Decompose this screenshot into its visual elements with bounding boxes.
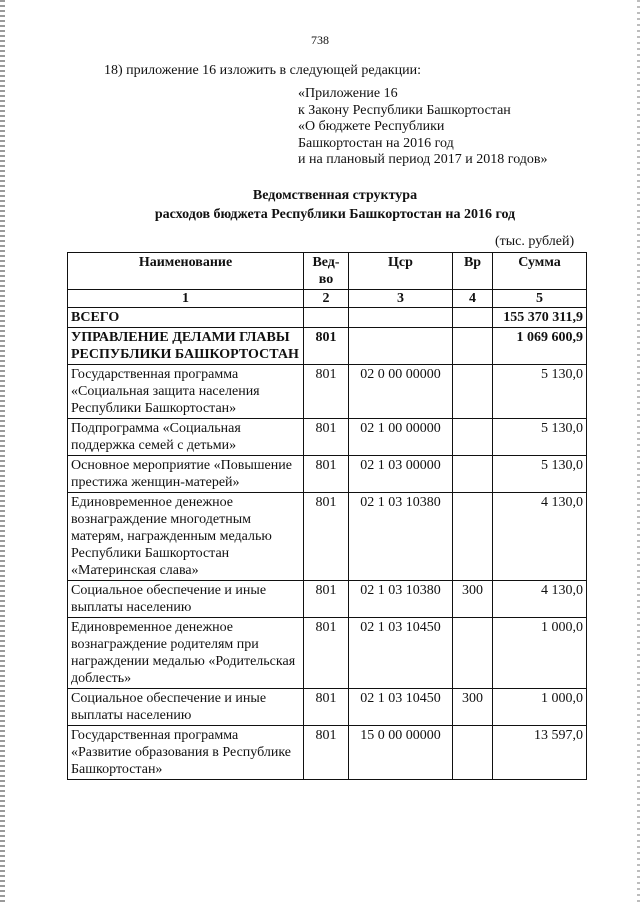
- cell-csr: [349, 328, 453, 365]
- cell-vr: 300: [453, 689, 493, 726]
- title-line-2: расходов бюджета Республики Башкортостан на 2016 год: [154, 207, 516, 222]
- cell-csr: 02 1 03 00000: [349, 456, 453, 493]
- column-number: 5: [493, 290, 587, 308]
- cell-ved: [304, 308, 349, 328]
- cell-name: Единовременное денежное вознаграждение многодетным матерям, награжденным медалью Республики Башкортостан «Материнская слава»: [68, 493, 304, 581]
- cell-ved: 801: [304, 726, 349, 780]
- cell-name: Социальное обеспечение и иные выплаты населению: [68, 689, 304, 726]
- cell-ved: 801: [304, 365, 349, 419]
- cell-vr: [453, 328, 493, 365]
- column-number: 4: [453, 290, 493, 308]
- header-name: Наименование: [68, 253, 304, 290]
- cell-name: Единовременное денежное вознаграждение родителям при награждении медалью «Родительская доблесть»: [68, 618, 304, 689]
- cell-ved: 801: [304, 456, 349, 493]
- cell-ved: 801: [304, 493, 349, 581]
- cell-sum: 155 370 311,9: [493, 308, 587, 328]
- cell-sum: 1 000,0: [493, 618, 587, 689]
- scan-left-edge: [0, 0, 5, 905]
- cell-vr: [453, 419, 493, 456]
- table-row: [68, 419, 587, 456]
- column-number: 2: [304, 290, 349, 308]
- cell-sum: 13 597,0: [493, 726, 587, 780]
- document-title: [0, 186, 640, 224]
- cell-csr: 02 1 03 10380: [349, 493, 453, 581]
- table-row: [68, 493, 587, 581]
- table-row: [68, 689, 587, 726]
- cell-vr: [453, 726, 493, 780]
- cell-vr: [453, 365, 493, 419]
- header-vr: Вр: [453, 253, 493, 290]
- header-ved: [304, 253, 349, 290]
- appendix-line: к Закону Республики Башкортостан: [298, 102, 511, 118]
- table-row: [68, 328, 587, 365]
- cell-vr: [453, 308, 493, 328]
- units-label: (тыс. рублей): [495, 234, 575, 249]
- appendix-line: «Приложение 16: [298, 86, 398, 101]
- header-ved-line1: Вед-: [312, 255, 340, 270]
- cell-name: Социальное обеспечение и иные выплаты населению: [68, 581, 304, 618]
- cell-sum: 4 130,0: [493, 493, 587, 581]
- cell-csr: 02 1 03 10450: [349, 618, 453, 689]
- cell-sum: 5 130,0: [493, 365, 587, 419]
- table-row: [68, 308, 587, 328]
- column-number: 1: [68, 290, 304, 308]
- table-header-row: [68, 253, 587, 290]
- cell-ved: 801: [304, 328, 349, 365]
- cell-name: Государственная программа «Социальная защита населения Республики Башкортостан»: [68, 365, 304, 419]
- cell-sum: 5 130,0: [493, 419, 587, 456]
- table-row: [68, 456, 587, 493]
- cell-sum: 1 069 600,9: [493, 328, 587, 365]
- title-line-1: Ведомственная структура: [252, 188, 418, 203]
- table-row: [68, 726, 587, 780]
- cell-sum: 5 130,0: [493, 456, 587, 493]
- cell-sum: 4 130,0: [493, 581, 587, 618]
- cell-csr: 02 0 00 00000: [349, 365, 453, 419]
- cell-name: ВСЕГО: [68, 308, 304, 328]
- table-row: [68, 618, 587, 689]
- appendix-line: «О бюджете Республики: [298, 119, 445, 134]
- cell-sum: 1 000,0: [493, 689, 587, 726]
- table-row: [68, 581, 587, 618]
- appendix-line: и на плановый период 2017 и 2018 годов»: [298, 152, 548, 167]
- cell-vr: 300: [453, 581, 493, 618]
- cell-ved: 801: [304, 419, 349, 456]
- cell-vr: [453, 493, 493, 581]
- cell-ved: 801: [304, 689, 349, 726]
- budget-table: [67, 252, 587, 780]
- header-ved-line2: во: [318, 272, 334, 287]
- cell-ved: 801: [304, 618, 349, 689]
- cell-vr: [453, 618, 493, 689]
- table-row: [68, 365, 587, 419]
- column-numbers-row: [68, 290, 587, 308]
- cell-csr: 02 1 00 00000: [349, 419, 453, 456]
- page-number: 738: [311, 33, 329, 47]
- cell-vr: [453, 456, 493, 493]
- header-sum: Сумма: [493, 253, 587, 290]
- column-number: 3: [349, 290, 453, 308]
- cell-csr: [349, 308, 453, 328]
- appendix-block: [298, 86, 548, 169]
- cell-name: Основное мероприятие «Повышение престижа женщин-матерей»: [68, 456, 304, 493]
- cell-csr: 02 1 03 10450: [349, 689, 453, 726]
- cell-ved: 801: [304, 581, 349, 618]
- cell-name: УПРАВЛЕНИЕ ДЕЛАМИ ГЛАВЫ РЕСПУБЛИКИ БАШКОРТОСТАН: [68, 328, 304, 365]
- cell-csr: 02 1 03 10380: [349, 581, 453, 618]
- appendix-line: Башкортостан на 2016 год: [298, 135, 454, 151]
- cell-name: Государственная программа «Развитие образования в Республике Башкортостан»: [68, 726, 304, 780]
- cell-name: Подпрограмма «Социальная поддержка семей с детьми»: [68, 419, 304, 456]
- header-csr: Цср: [349, 253, 453, 290]
- intro-text: 18) приложение 16 изложить в следующей редакции:: [104, 63, 421, 78]
- cell-csr: 15 0 00 00000: [349, 726, 453, 780]
